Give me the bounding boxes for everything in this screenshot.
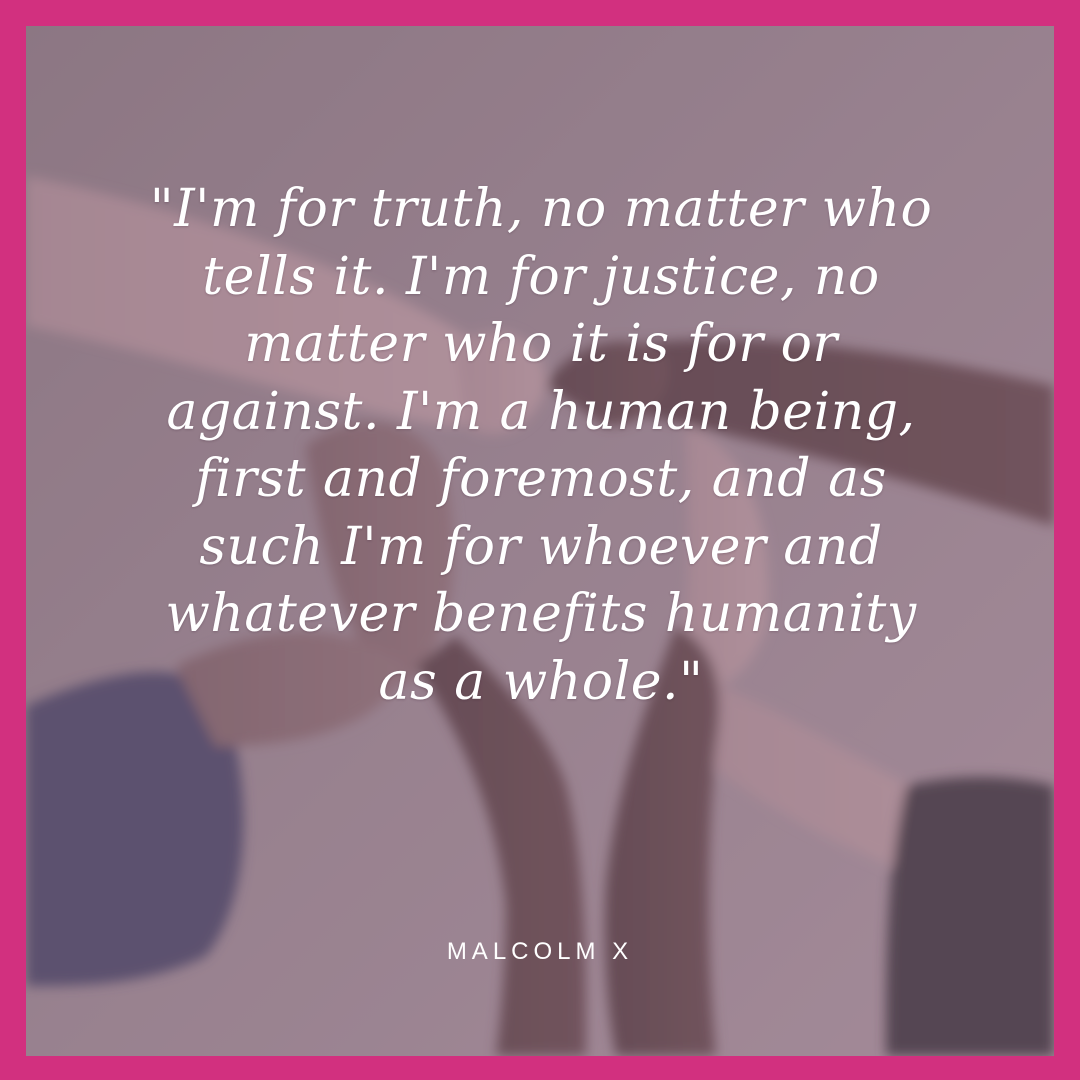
quote-text: "I'm for truth, no matter who tells it. I'm for justice, no matter who it is for or against. I'm a human being, first and foremost, and as such I'm for whoever and whatever benefits humanity as a whole." [149,179,933,712]
hands-heart-photo [26,26,1054,1056]
quote-author: MALCOLM X [446,938,634,965]
